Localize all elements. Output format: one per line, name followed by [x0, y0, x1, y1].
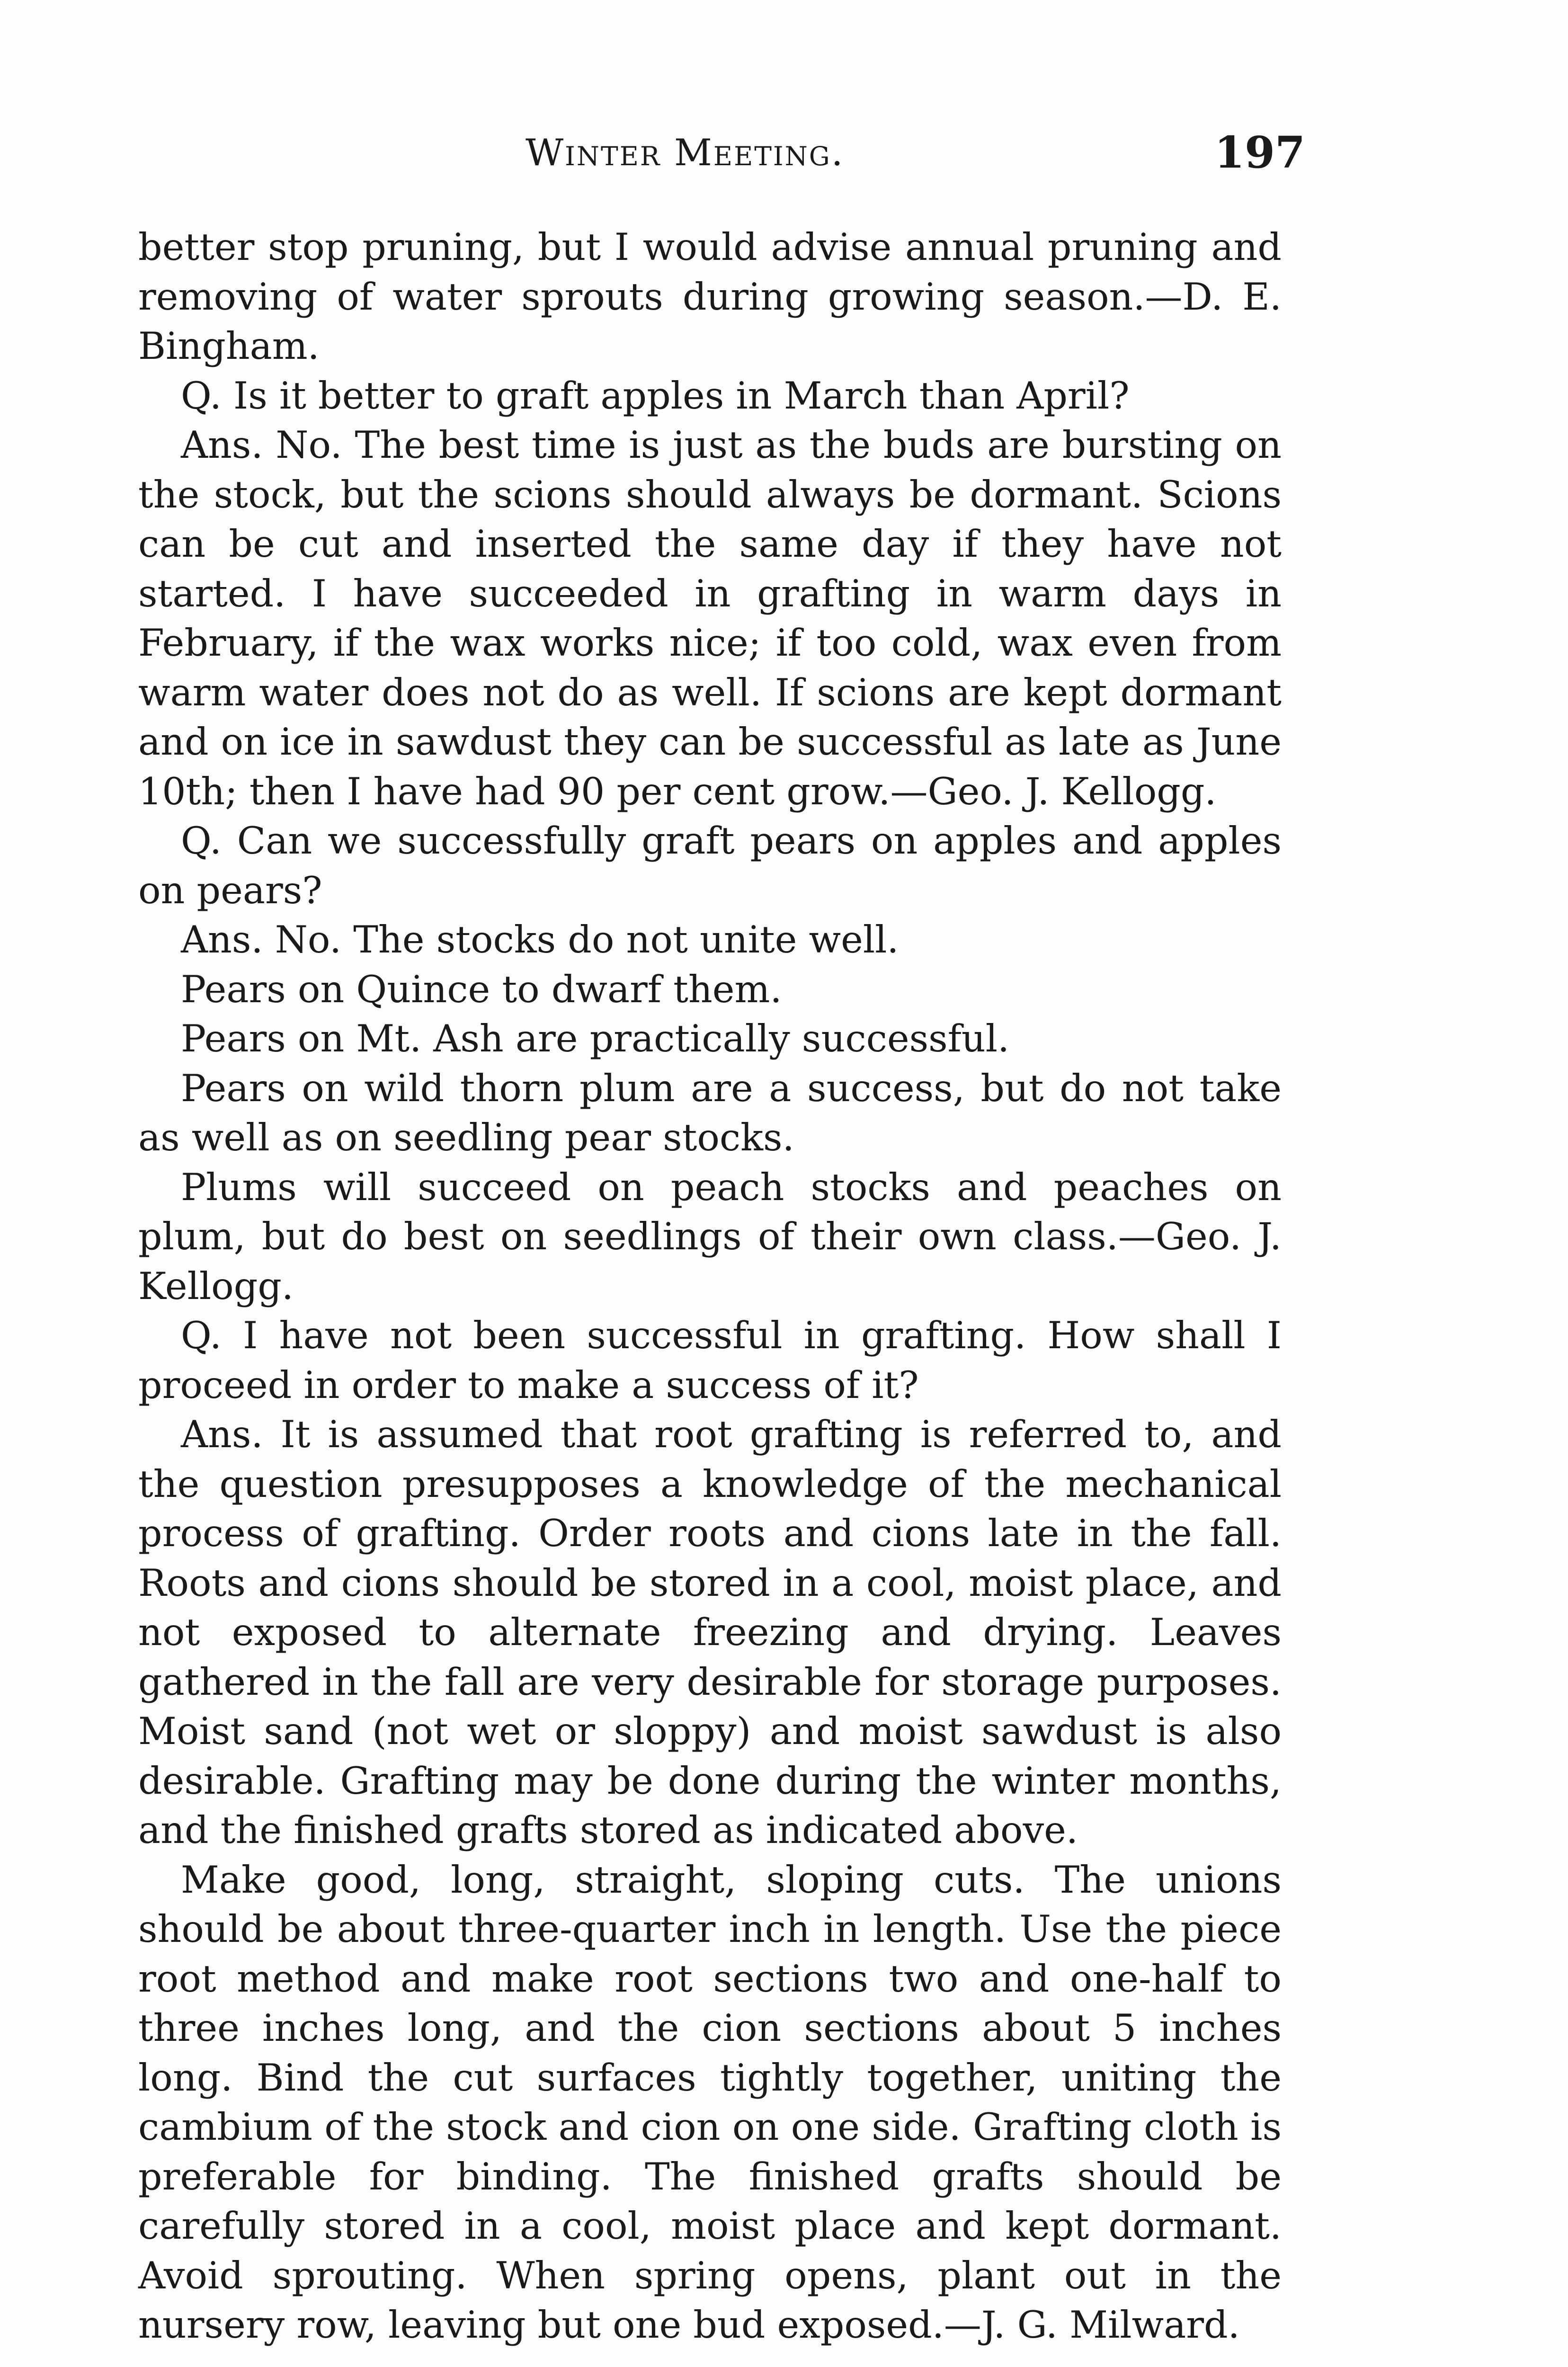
paragraph: Make good, long, straight, sloping cuts. The unions should be about three-quarter inch in length. Use the piece root method and make root sections two and one-half to three inches long, and the cion sections about 5 inches long. Bind the cut surfaces tightly together, uniting the cambium of the stock and cion on one side. Grafting cloth is preferable for binding. The finished grafts should be carefully stored in a cool, moist place and kept dormant. Avoid sprouting. When spring opens, plant out in the nursery row, leaving but one bud exposed.—J. G. Milward.: [138, 1858, 1282, 2347]
paragraph-question: Q. I have not been successful in grafting. How shall I proceed in order to make a success of it?: [138, 1314, 1282, 1407]
page-number: 197: [1214, 127, 1306, 178]
paragraph-continuation: better stop pruning, but I would advise annual pruning and removing of water sprouts during growing season.—D. E. Bingham.: [138, 225, 1282, 368]
paragraph: Pears on Mt. Ash are practically successful.: [181, 1017, 1010, 1060]
paragraph-answer: Ans. No. The best time is just as the buds are bursting on the stock, but the scions should always be dormant. Scions can be cut and inserted the same day if they have not started. I have succeeded in grafting in warm days in February, if the wax works nice; if too cold, wax even from warm water does not do as well. If scions are kept dormant and on ice in sawdust they can be successful as late as June 10th; then I have had 90 per cent grow.—Geo. J. Kellogg.: [138, 423, 1282, 813]
paragraph: Pears on Quince to dwarf them.: [181, 967, 782, 1011]
body-text: [138, 222, 1282, 2350]
paragraph-question: Q. Is it better to graft apples in March than April?: [181, 374, 1130, 418]
paragraph-question: Q. Can we successfully graft pears on apples and apples on pears?: [138, 819, 1282, 912]
paragraph-answer: Ans. It is assumed that root grafting is referred to, and the question presupposes a knowledge of the mechanical process of grafting. Order roots and cions late in the fall. Roots and cions should be stored in a cool, moist place, and not exposed to alternate freezing and drying. Leaves gathered in the fall are very desirable for storage purposes. Moist sand (not wet or sloppy) and moist sawdust is also desirable. Grafting may be done during the winter months, and the finished grafts stored as indicated above.: [138, 1413, 1282, 1852]
paragraph: Plums will succeed on peach stocks and peaches on plum, but do best on seedlings of their own class.—Geo. J. Kellogg.: [138, 1165, 1282, 1308]
paragraph: Pears on wild thorn plum are a success, but do not take as well as on seedling pear stocks.: [138, 1066, 1282, 1159]
paragraph-answer: Ans. No. The stocks do not unite well.: [181, 918, 899, 961]
running-head: Winter Meeting.: [526, 132, 845, 174]
